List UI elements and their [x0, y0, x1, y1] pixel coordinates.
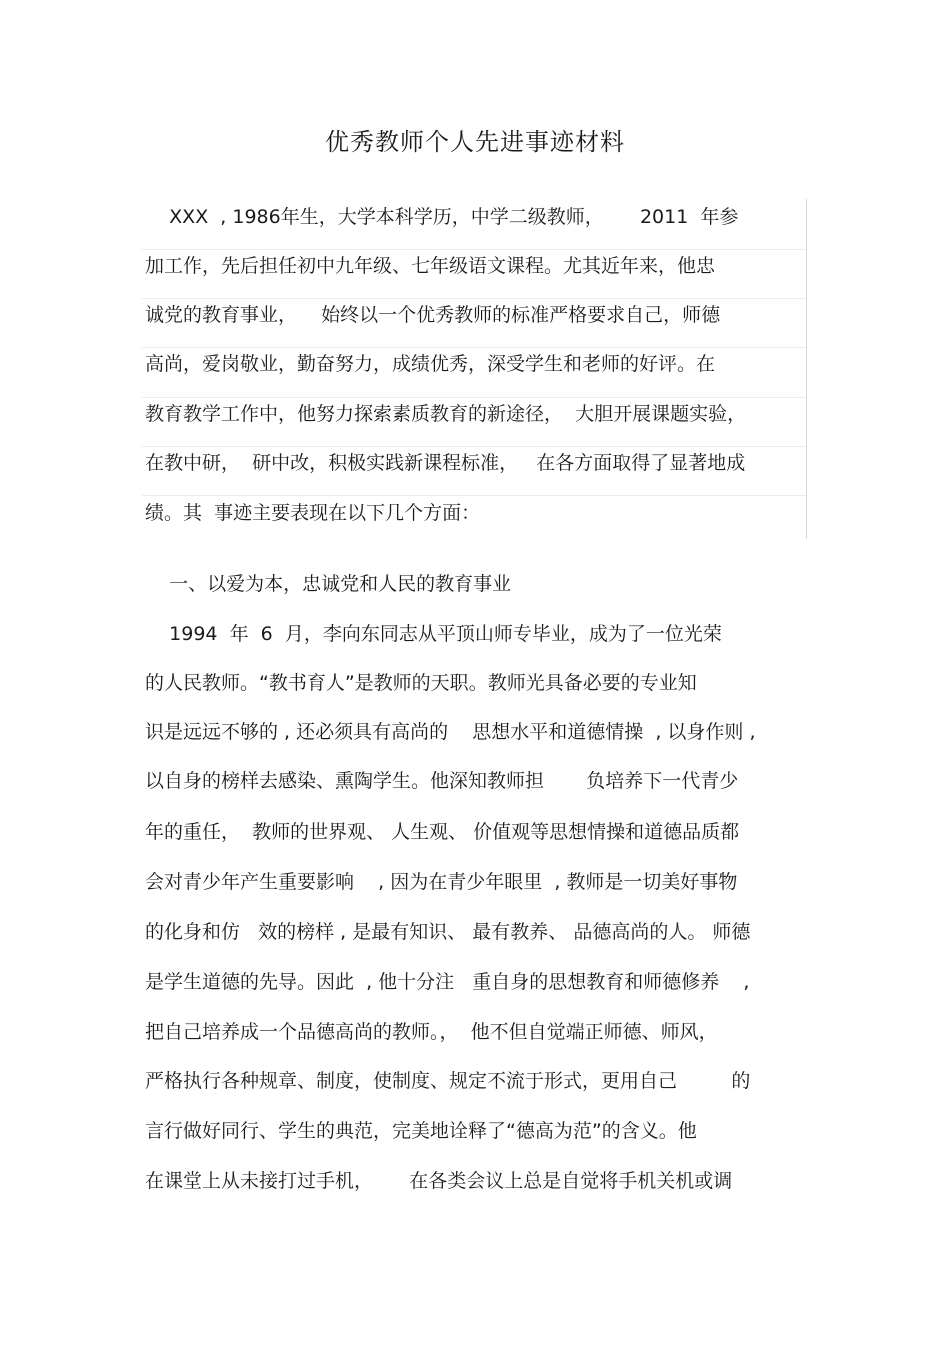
intro-line: 教育教学工作中，他努力探索素质教育的新途径， 大胆开展课题实验，: [145, 403, 747, 425]
body-line: 言行做好同行、学生的典范，完美地诠释了“德高为范”的含义。他: [145, 1120, 697, 1142]
intro-line: 高尚，爱岗敬业，勤奋努力，成绩优秀，深受学生和老师的好评。在: [145, 353, 716, 375]
intro-rule: [142, 495, 806, 496]
body-line: 以自身的榜样去感染、熏陶学生。他深知教师担 负培养下一代青少: [145, 770, 739, 792]
body-line: 在课堂上从未接打过手机， 在各类会议上总是自觉将手机关机或调: [145, 1170, 733, 1192]
body-line: 年的重任， 教师的世界观、 人生观、 价值观等思想情操和道德品质都: [145, 821, 740, 843]
body-line: 的化身和仿 效的榜样 , 是最有知识、 最有教养、 品德高尚的人。 师德: [145, 921, 751, 943]
body-line: 把自己培养成一个品德高尚的教师。， 他不但自觉端正师德、师风，: [145, 1021, 718, 1043]
intro-rule: [142, 249, 806, 250]
intro-rule: [142, 446, 806, 447]
body-line: 会对青少年产生重要影响 , 因为在青少年眼里 , 教师是一切美好事物: [145, 871, 738, 893]
intro-line: 诚党的教育事业， 始终以一个优秀教师的标准严格要求自己，师德: [145, 304, 721, 326]
intro-line: 绩。其 事迹主要表现在以下几个方面：: [145, 502, 481, 524]
intro-rule: [142, 298, 806, 299]
intro-line: 加工作，先后担任初中九年级、七年级语文课程。尤其近年来，他忠: [145, 255, 716, 277]
body-line: 的人民教师。“教书育人”是教师的天职。教师光具备必要的专业知: [145, 672, 697, 694]
body-line: 是学生道德的先导。因此 , 他十分注 重自身的思想教育和师德修养 ,: [145, 971, 750, 993]
intro-rule: [142, 397, 806, 398]
intro-line: XXX , 1986年生，大学本科学历，中学二级教师， 2011 年参: [145, 206, 739, 228]
document-title: 优秀教师个人先进事迹材料: [325, 128, 625, 156]
body-line: 识是远远不够的 , 还必须具有高尚的 思想水平和道德情操 , 以身作则 ,: [145, 721, 756, 743]
body-line: 严格执行各种规章、制度，使制度、规定不流于形式，更用自己 的: [145, 1070, 751, 1092]
body-line: 1994 年 6 月，李向东同志从平顶山师专毕业，成为了一位光荣: [145, 623, 722, 645]
intro-rule: [142, 347, 806, 348]
intro-line: 在教中研， 研中改，积极实践新课程标准， 在各方面取得了显著地成: [145, 452, 746, 474]
section-heading: 一、以爱为本，忠诚党和人民的教育事业: [145, 573, 512, 595]
